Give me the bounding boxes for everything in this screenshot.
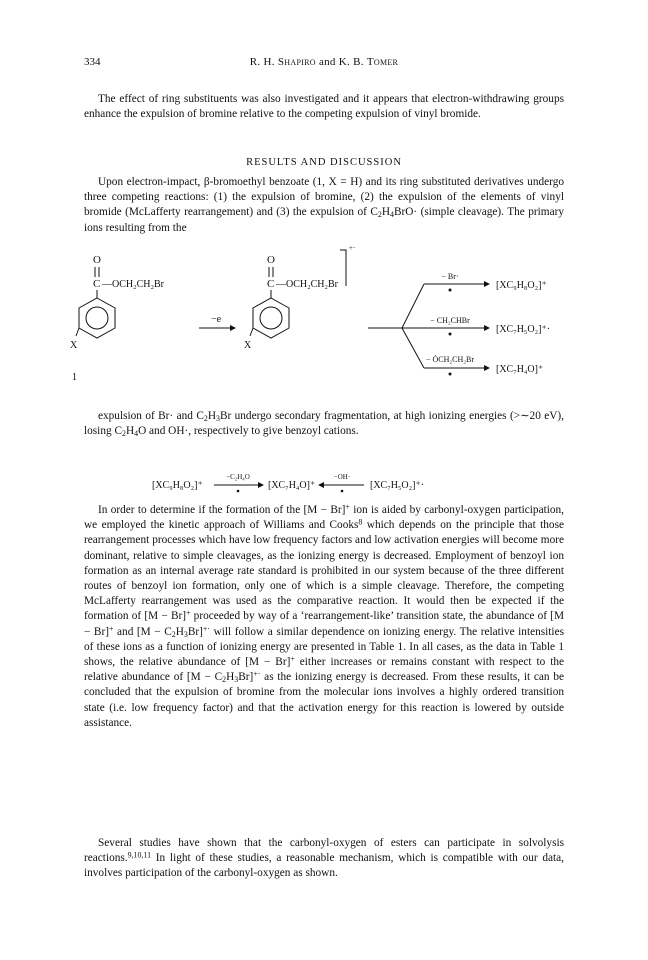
running-head: R. H. Shapiro and K. B. Tomer	[249, 56, 399, 68]
product-top: [XC₉H₈O₂]⁺	[496, 280, 547, 291]
page-number: 334	[84, 56, 101, 68]
product-mid: [XC₇H₅O₂]⁺·	[496, 324, 551, 335]
results-paragraph-3: In order to determine if the formation of the [M − Br]+ ion is aided by carbonyl-oxygen participation, we employed the kinetic approach of Williams and Cooks$^8$ which depends on the principle that those rearrangement processes which have low frequency factors and low activation energies will become more dominant, relative to simple cleavages, as the ionizing energy is decreased. Employment of benzoyl ion formation as an internal average rate standard is prohibited in our system because of the three different routes of benzoyl ion formation, only one of which is a simple cleavage. Therefore, the competing McLafferty rearrangement was used as the comparative reaction. It would then be expected if the formation of [M − Br]+ proceeded by way of a ‘rearrangement-like’ transition state, the abundance of [M − Br]+ and $[M - C_2H_3Br]^{+\cdot}$ will follow a similar dependence on ionizing energy. The relative intensities of these ions as a function of ionizing energy are presented in Table 1. In all cases, as the data in Table 1 shows, the relative abundance of [M − Br]+ either increases or remains constant with respect to the relative abundance of $[M - C_2H_3Br]^{+\cdot}$ as the ionizing energy is decreased. From these results, it can be concluded that the expulsion of bromine from the molecular ions involves a highly ordered transition state (i.e. low frequency factor) and that the activation energy for this reaction is lowered by outside assistance.	[84, 502, 564, 729]
equation-right: [XC₇H₅O₂]⁺·	[370, 480, 425, 491]
secondary-fragmentation-equation	[84, 470, 564, 496]
molecular-ion-structure	[244, 244, 355, 351]
ester-chain-label: —OCH₂CH₂Br	[102, 279, 164, 290]
fragmentation-scheme	[70, 244, 564, 396]
substituent-x-1: X	[70, 340, 78, 351]
equation-arrow2-label: −OH·	[333, 473, 351, 481]
results-paragraph-1: Upon electron-impact, β-bromoethyl benzoate (1, X = H) and its ring substituted derivatives undergo three competing reactions: (1) the expulsion of bromine, (2) the expulsion of the elements of vinyl bromide (McLafferty rearrangement) and (3) the expulsion of $C_2H_4BrO\cdot$ (simple cleavage). The primary ions resulting from the	[84, 176, 564, 234]
equation-arrow1-label: −C₂H₄O	[226, 473, 250, 481]
page-header	[84, 56, 564, 72]
section-heading: RESULTS AND DISCUSSION	[246, 157, 402, 168]
intro-paragraph: The effect of ring substituents was also investigated and it appears that electron-withdrawing groups enhance the expulsion of bromine relative to the competing expulsion of vinyl bromide.	[84, 93, 564, 121]
branch-mid-label: − CH₂CHBr	[430, 316, 470, 325]
molecular-ion-oxygen-label: O	[267, 254, 275, 266]
electron-impact-label: −e	[210, 314, 222, 325]
results-paragraph-4: Several studies have shown that the carbonyl-oxygen of esters can participate in solvolysis reactions.$^{9,10,11}$ In light of these studies, a reasonable mechanism, which is compatible with our data, involves participation of the carbonyl-oxygen as shown.	[84, 837, 564, 880]
molecular-ion-chain-label: —OCH₂CH₂Br	[276, 279, 338, 290]
equation-middle: [XC₇H₄O]⁺	[268, 480, 316, 491]
molecular-ion-carbon-label: C	[267, 278, 275, 290]
branch-top-label: − Br·	[441, 272, 459, 281]
compound-1-structure	[70, 254, 165, 383]
product-bot: [XC₇H₄O]⁺	[496, 364, 544, 375]
results-paragraph-2: expulsion of Br· and $C_2H_3Br$ undergo secondary fragmentation, at high ionizing energies (>∼20 eV), losing $C_2H_4O$ and OH·, respectively to give benzoyl cations.	[84, 410, 564, 439]
equation-left: [XC₉H₈O₂]⁺	[152, 480, 203, 491]
radical-cation-mark: +·	[349, 244, 356, 252]
carbonyl-carbon-label: C	[93, 278, 101, 290]
substituent-x-2: X	[244, 340, 252, 351]
compound-number-label: 1	[72, 372, 77, 383]
fragmentation-branches	[368, 272, 550, 376]
branch-bot-label: − ȮCH₂CH₂Br	[425, 355, 475, 364]
carbonyl-oxygen-label: O	[93, 254, 101, 266]
